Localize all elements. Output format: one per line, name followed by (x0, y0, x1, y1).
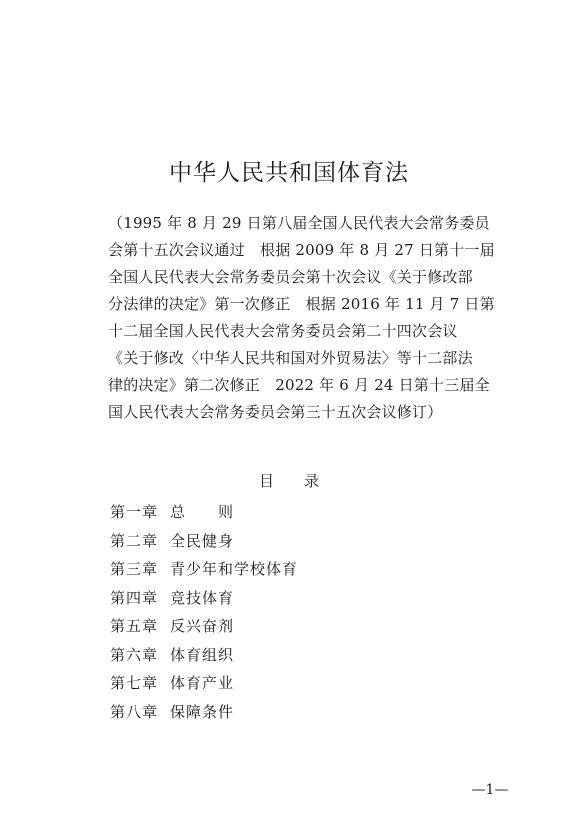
preamble-line: 律的决定》第二次修正 2022 年 6 月 24 日第十三届全 (108, 376, 490, 394)
chapter-name: 保障条件 (170, 702, 235, 721)
preamble-line: 《关于修改〈中华人民共和国对外贸易法〉等十二部法 (108, 349, 473, 367)
page-number: —1— (471, 782, 509, 798)
chapter-name: 总 则 (170, 503, 235, 521)
chapter-number: 第二章 (110, 531, 159, 550)
toc-chapter-7[interactable] (110, 669, 470, 698)
chapter-number: 第一章 (110, 503, 159, 521)
chapter-number: 第五章 (110, 617, 159, 635)
chapter-name: 体育组织 (170, 645, 235, 664)
preamble (108, 210, 495, 426)
table-of-contents (110, 498, 470, 726)
chapter-name: 体育产业 (170, 674, 235, 692)
preamble-line: 会第十五次会议通过 根据 2009 年 8 月 27 日第十一届 (108, 241, 495, 259)
preamble-line: 分法律的决定》第一次修正 根据 2016 年 11 月 7 日第 (108, 295, 495, 313)
toc-chapter-4[interactable] (110, 584, 470, 613)
preamble-line: 十二届全国人民代表大会常务委员会第二十四次会议 (108, 322, 458, 340)
toc-chapter-1[interactable] (110, 498, 470, 527)
chapter-name: 全民健身 (170, 531, 235, 550)
chapter-name: 竞技体育 (170, 588, 235, 607)
toc-chapter-2[interactable] (110, 527, 470, 556)
preamble-line: 国人民代表大会常务委员会第三十五次会议修订） (108, 403, 443, 421)
chapter-number: 第七章 (110, 674, 159, 692)
chapter-number: 第六章 (110, 645, 159, 664)
chapter-number: 第三章 (110, 560, 159, 578)
chapter-number: 第四章 (110, 588, 159, 607)
toc-heading: 目 录 (258, 472, 319, 490)
chapter-name: 反兴奋剂 (170, 617, 235, 635)
chapter-number: 第八章 (110, 702, 159, 721)
toc-chapter-6[interactable] (110, 641, 470, 670)
toc-chapter-3[interactable] (110, 555, 470, 584)
toc-chapter-5[interactable] (110, 612, 470, 641)
document-title: 中华人民共和国体育法 (169, 160, 409, 186)
preamble-line: （1995 年 8 月 29 日第八届全国人民代表大会常务委员 (108, 214, 490, 232)
toc-chapter-8[interactable] (110, 698, 470, 727)
chapter-name: 青少年和学校体育 (170, 560, 299, 578)
preamble-line: 全国人民代表大会常务委员会第十次会议《关于修改部 (108, 268, 473, 286)
